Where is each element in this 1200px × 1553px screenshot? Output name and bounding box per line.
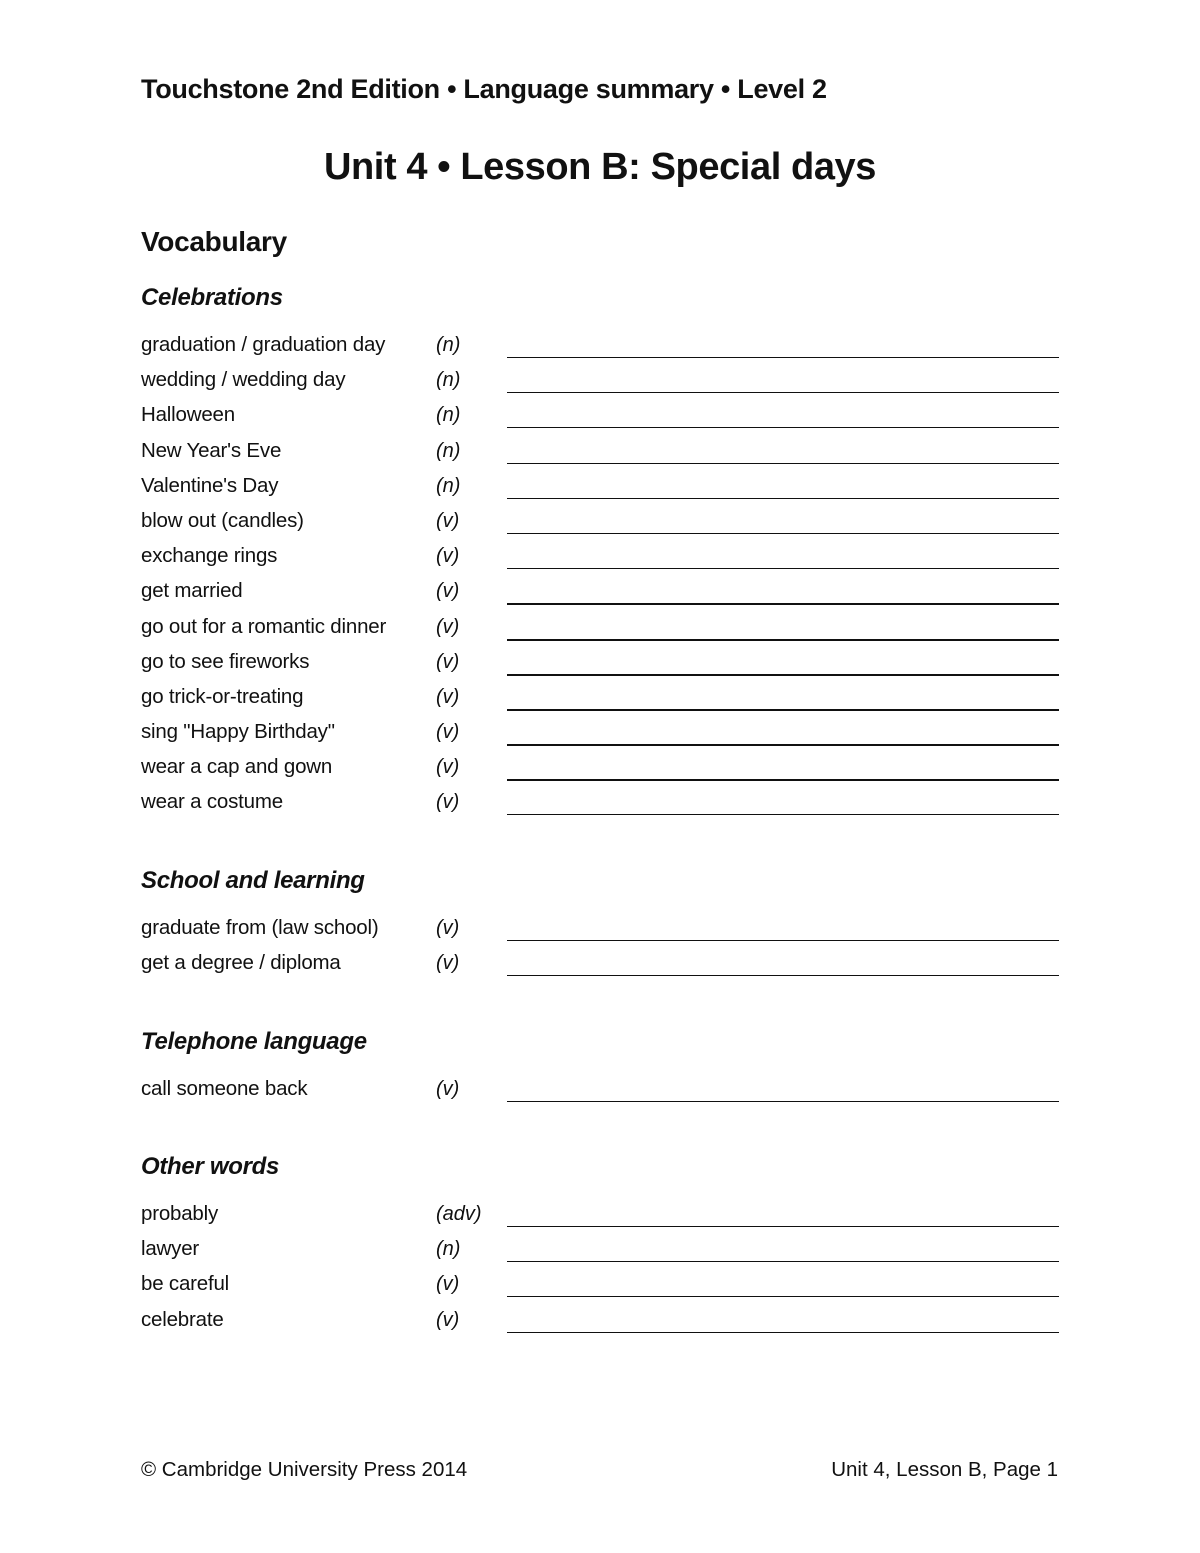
vocab-row xyxy=(141,1272,1061,1307)
vocab-term: probably xyxy=(141,1202,219,1225)
answer-line[interactable] xyxy=(507,533,1059,534)
section-title: Telephone language xyxy=(141,1028,367,1055)
vocab-row xyxy=(141,579,1061,614)
vocab-term: graduation / graduation day xyxy=(141,333,386,356)
answer-line[interactable] xyxy=(507,814,1059,815)
vocab-term: get married xyxy=(141,579,243,603)
answer-line[interactable] xyxy=(507,744,1059,746)
part-of-speech: (v) xyxy=(436,756,460,779)
answer-line[interactable] xyxy=(507,392,1059,393)
vocab-term: Valentine's Day xyxy=(141,473,279,497)
page-title: Unit 4 • Lesson B: Special days xyxy=(323,146,877,188)
vocab-term: graduate from (law school) xyxy=(141,916,379,939)
vocab-row xyxy=(141,615,1061,650)
part-of-speech: (n) xyxy=(436,474,461,497)
answer-line[interactable] xyxy=(507,463,1059,464)
vocab-row xyxy=(141,755,1061,790)
part-of-speech: (v) xyxy=(436,952,460,975)
vocab-term: blow out (candles) xyxy=(141,508,304,532)
vocab-term: wear a costume xyxy=(141,790,283,814)
answer-line[interactable] xyxy=(507,779,1059,781)
part-of-speech: (v) xyxy=(436,685,460,708)
part-of-speech: (v) xyxy=(436,650,460,673)
part-of-speech: (v) xyxy=(436,1078,460,1100)
vocab-row xyxy=(141,1077,1061,1112)
vocab-term: get a degree / diploma xyxy=(141,951,341,975)
answer-line[interactable] xyxy=(507,709,1059,711)
answer-line[interactable] xyxy=(507,357,1059,358)
part-of-speech: (v) xyxy=(436,917,460,939)
vocab-row xyxy=(141,474,1061,509)
answer-line[interactable] xyxy=(507,603,1059,605)
part-of-speech: (v) xyxy=(436,509,460,532)
page-header: Touchstone 2nd Edition • Language summary • Level 2 xyxy=(141,74,827,104)
answer-line[interactable] xyxy=(507,940,1059,941)
vocab-list xyxy=(141,333,1061,826)
answer-line[interactable] xyxy=(507,1296,1059,1297)
part-of-speech: (adv) xyxy=(436,1203,482,1225)
footer-page-ref: Unit 4, Lesson B, Page 1 xyxy=(831,1458,1058,1481)
vocab-term: lawyer xyxy=(141,1237,200,1261)
vocab-row xyxy=(141,1308,1061,1343)
section-other-words xyxy=(141,1153,1061,1343)
vocab-term: go out for a romantic dinner xyxy=(141,614,387,638)
vocab-row xyxy=(141,685,1061,720)
vocab-list xyxy=(141,1077,1061,1112)
vocab-row xyxy=(141,720,1061,755)
section-telephone-language xyxy=(141,1028,1061,1112)
vocab-row xyxy=(141,916,1061,951)
answer-line[interactable] xyxy=(507,1261,1059,1262)
vocab-term: call someone back xyxy=(141,1077,308,1100)
vocab-row xyxy=(141,439,1061,474)
answer-line[interactable] xyxy=(507,1226,1059,1227)
part-of-speech: (n) xyxy=(436,439,461,462)
part-of-speech: (v) xyxy=(436,791,460,814)
part-of-speech: (v) xyxy=(436,721,460,744)
answer-line[interactable] xyxy=(507,975,1059,976)
vocab-term: New Year's Eve xyxy=(141,438,282,462)
part-of-speech: (n) xyxy=(436,1238,461,1261)
answer-line[interactable] xyxy=(507,1101,1059,1102)
answer-line[interactable] xyxy=(507,674,1059,676)
vocab-row xyxy=(141,509,1061,544)
part-of-speech: (n) xyxy=(436,369,461,392)
vocabulary-heading: Vocabulary xyxy=(141,226,287,257)
section-celebrations xyxy=(141,284,1061,826)
vocab-row xyxy=(141,368,1061,403)
vocab-term: celebrate xyxy=(141,1307,224,1331)
vocab-row xyxy=(141,650,1061,685)
vocab-term: wear a cap and gown xyxy=(141,755,333,779)
part-of-speech: (v) xyxy=(436,580,460,603)
part-of-speech: (n) xyxy=(436,334,461,356)
part-of-speech: (v) xyxy=(436,1308,460,1331)
vocab-term: be careful xyxy=(141,1272,230,1296)
part-of-speech: (n) xyxy=(436,404,461,427)
answer-line[interactable] xyxy=(507,639,1059,641)
section-title: School and learning xyxy=(141,867,365,894)
part-of-speech: (v) xyxy=(436,1273,460,1296)
vocab-row xyxy=(141,790,1061,825)
vocab-row xyxy=(141,951,1061,986)
vocab-term: sing "Happy Birthday" xyxy=(141,720,335,744)
vocab-row xyxy=(141,403,1061,438)
answer-line[interactable] xyxy=(507,427,1059,428)
vocab-term: Halloween xyxy=(141,403,235,427)
answer-line[interactable] xyxy=(507,568,1059,569)
vocab-list xyxy=(141,916,1061,986)
vocab-row xyxy=(141,1202,1061,1237)
vocab-term: go trick-or-treating xyxy=(141,684,304,708)
section-title: Other words xyxy=(141,1153,280,1180)
vocab-term: exchange rings xyxy=(141,544,278,568)
part-of-speech: (v) xyxy=(436,615,460,638)
vocab-row xyxy=(141,544,1061,579)
part-of-speech: (v) xyxy=(436,545,460,568)
section-title: Celebrations xyxy=(141,284,283,311)
vocab-term: go to see fireworks xyxy=(141,649,310,673)
vocab-row xyxy=(141,1237,1061,1272)
section-school-and-learning xyxy=(141,867,1061,986)
vocab-list xyxy=(141,1202,1061,1343)
answer-line[interactable] xyxy=(507,1332,1059,1333)
footer-copyright: © Cambridge University Press 2014 xyxy=(141,1458,468,1481)
vocab-term: wedding / wedding day xyxy=(141,368,346,392)
answer-line[interactable] xyxy=(507,498,1059,499)
vocab-row xyxy=(141,333,1061,368)
